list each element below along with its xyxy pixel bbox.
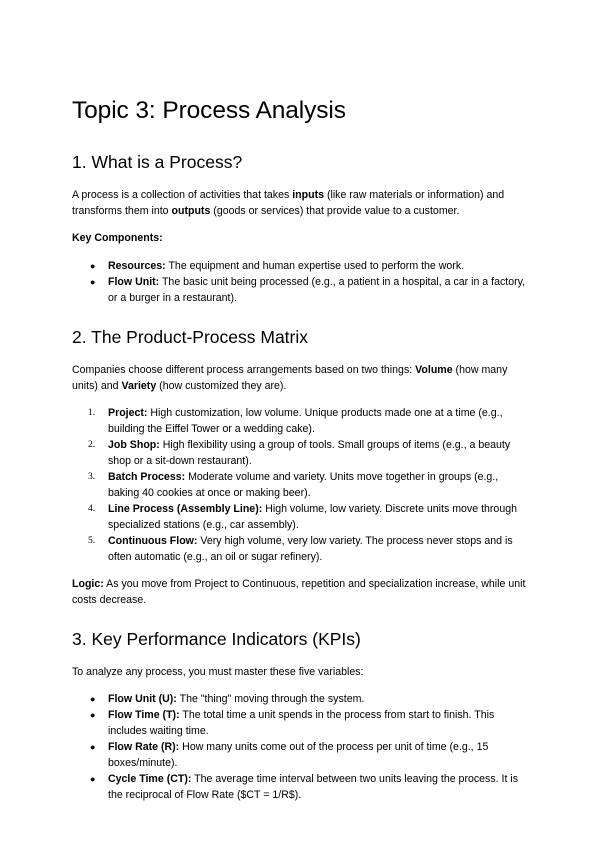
bullet-icon: ● — [90, 277, 96, 287]
logic-paragraph: Logic: As you move from Project to Continuous, repetition and specialization increase, while unit costs decrease. — [72, 578, 526, 606]
key-components-list — [72, 258, 530, 306]
kpi-list — [72, 691, 530, 803]
list-item: ● Flow Time (T): The total time a unit spends in the process from start to finish. This includes waiting time. — [90, 709, 495, 737]
list-item: 4. Line Process (Assembly Line): High volume, low variety. Discrete units move through specialized stations (e.g., car assembly). — [88, 503, 517, 531]
list-item: 5. Continuous Flow: Very high volume, very low variety. The process never stops and is often automatic (e.g., an oil or sugar refinery). — [88, 535, 513, 563]
section-heading: 3. Key Performance Indicators (KPIs) — [72, 629, 361, 649]
list-item: ● Flow Unit (U): The "thing" moving through the system. — [90, 693, 365, 705]
list-number: 4. — [88, 504, 96, 514]
list-number: 1. — [88, 408, 96, 418]
list-number: 3. — [88, 472, 96, 482]
section-what-is-process — [72, 151, 530, 306]
variety-term: Variety — [121, 380, 157, 392]
section-heading: 1. What is a Process? — [72, 152, 243, 172]
list-item: 3. Batch Process: Moderate volume and variety. Units move together in groups (e.g., baking 40 cookies at once or making beer). — [88, 471, 499, 499]
process-types-list — [72, 405, 530, 565]
section-kpis — [72, 628, 530, 803]
bullet-icon: ● — [90, 710, 96, 720]
list-item: ● Resources: The equipment and human expertise used to perform the work. — [90, 260, 465, 272]
section-product-process-matrix — [72, 326, 530, 608]
key-components-label: Key Components: — [72, 232, 163, 244]
bullet-icon: ● — [90, 694, 96, 704]
inputs-term: inputs — [292, 189, 324, 201]
bullet-icon: ● — [90, 774, 96, 784]
list-number: 5. — [88, 536, 96, 546]
outputs-term: outputs — [171, 205, 211, 217]
list-item: ● Cycle Time (CT): The average time interval between two units leaving the process. It is the reciprocal of Flow Rate ($CT = 1/R$). — [90, 773, 519, 801]
bullet-icon: ● — [90, 742, 96, 752]
list-item: 2. Job Shop: High flexibility using a group of tools. Small groups of items (e.g., a beauty shop or a sit-down restaurant). — [88, 439, 511, 467]
kpi-intro: To analyze any process, you must master these five variables: — [72, 666, 364, 678]
matrix-intro: Companies choose different process arrangements based on two things: Volume (how many units) and Variety (how customized they are). — [72, 364, 508, 392]
bullet-icon: ● — [90, 261, 96, 271]
section-heading: 2. The Product-Process Matrix — [72, 327, 309, 347]
process-definition: A process is a collection of activities that takes inputs (like raw materials or information) and transforms them into outputs (goods or services) that provide value to a customer. — [72, 189, 505, 217]
page-title: Topic 3: Process Analysis — [72, 97, 346, 124]
list-number: 2. — [88, 440, 96, 450]
list-item: ● Flow Rate (R): How many units come out of the process per unit of time (e.g., 15 boxes/minute). — [90, 741, 489, 769]
list-item: ● Flow Unit: The basic unit being processed (e.g., a patient in a hospital, a car in a factory, or a burger in a restaurant). — [90, 276, 526, 304]
list-item: 1. Project: High customization, low volume. Unique products made one at a time (e.g., building the Eiffel Tower or a wedding cake). — [88, 407, 503, 435]
volume-term: Volume — [415, 364, 453, 376]
document-body — [72, 96, 530, 814]
